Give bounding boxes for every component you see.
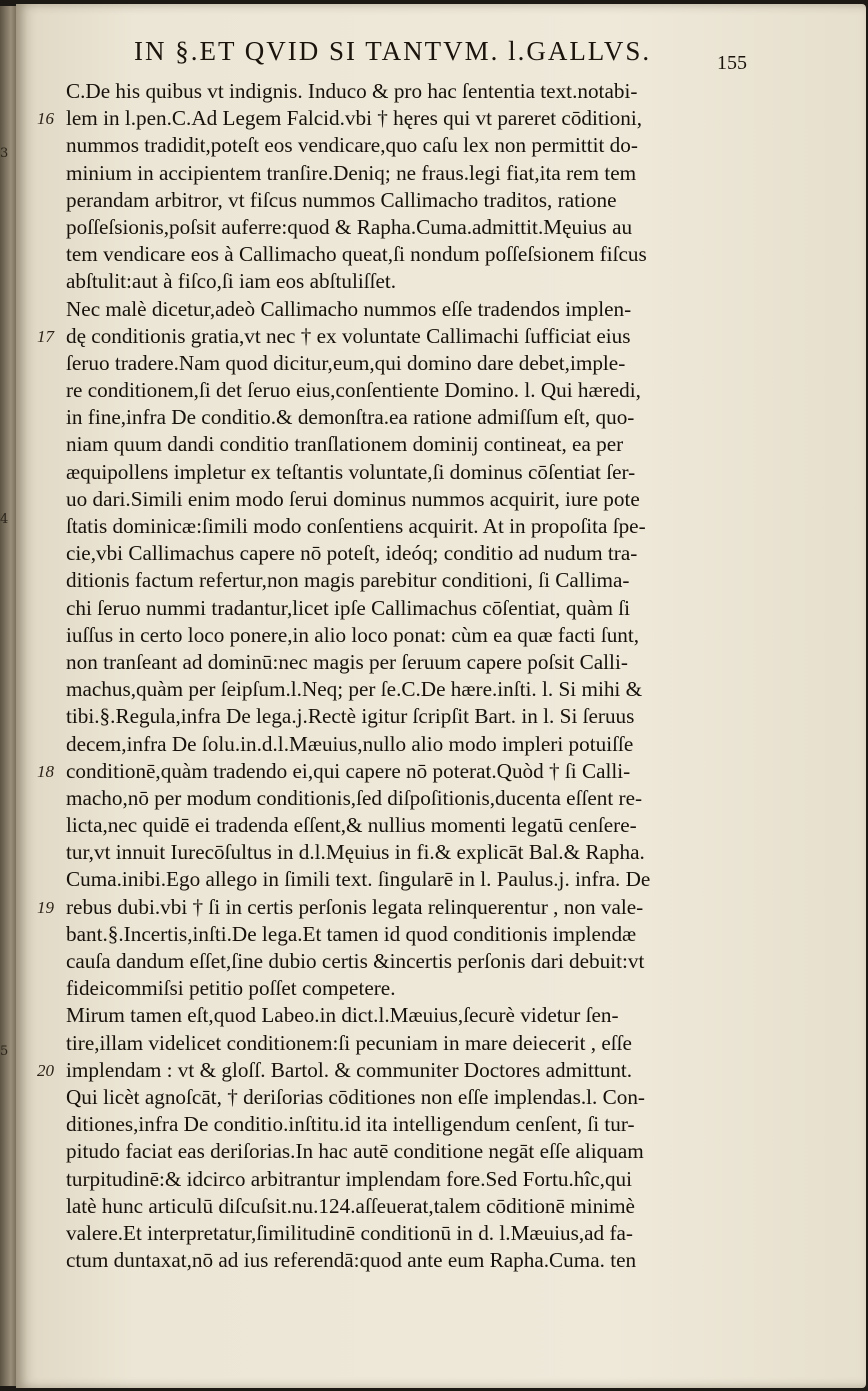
margin-number: 16 bbox=[37, 109, 54, 129]
text-line: ditionis factum refertur,non magis parebitur conditioni, ſi Callima- bbox=[66, 568, 630, 593]
book-page bbox=[16, 4, 866, 1388]
text-line: tur,vt innuit Iurecōſultus in d.l.Męuius in fi.& explicāt Bal.& Rapha. bbox=[66, 840, 645, 865]
text-line: perandam arbitror, vt fiſcus nummos Callimacho traditos, ratione bbox=[66, 187, 617, 212]
text-line: Nec malè dicetur,adeò Callimacho nummos eſſe tradendos implen- bbox=[66, 296, 632, 321]
text-line: pitudo faciat eas deriſorias.In hac autē conditione negāt eſſe aliquam bbox=[66, 1139, 644, 1164]
text-line: dę conditionis gratia,vt nec † ex voluntate Callimachi ſufficiat eius bbox=[66, 323, 631, 348]
text-line: machus,quàm per ſeipſum.l.Neq; per ſe.C.De hære.inſti. l. Si mihi & bbox=[66, 677, 643, 702]
text-line: chi ſeruo nummi tradantur,licet ipſe Callimachus cōſentiat, quàm ſi bbox=[66, 595, 630, 620]
text-line: tem vendicare eos à Callimacho queat,ſi nondum poſſeſsionem fiſcus bbox=[66, 242, 647, 267]
text-line: licta,nec quidē ei tradenda eſſent,& nullius momenti legatū cenſere- bbox=[66, 813, 637, 838]
text-line: Qui licèt agnoſcāt, † deriſorias cōditiones non eſſe implendas.l. Con- bbox=[66, 1084, 645, 1109]
text-line: latè hunc articulū diſcuſsit.nu.124.aſſeuerat,talem cōditionē minimè bbox=[66, 1193, 635, 1218]
text-line: re conditionem,ſi det ſeruo eius,conſentiente Domino. l. Qui hæredi, bbox=[66, 378, 641, 403]
text-line: implendam : vt & gloſſ. Bartol. & communiter Doctores admittunt. bbox=[66, 1057, 633, 1082]
page-number: 155 bbox=[717, 52, 747, 74]
text-line: in fine,infra De conditio.& demonſtra.ea ratione admiſſum eſt, quo- bbox=[66, 405, 635, 430]
text-line: non tranſeant ad dominū:nec magis per ſeruum capere poſsit Calli- bbox=[66, 649, 628, 674]
text-line: lem in l.pen.C.Ad Legem Falcid.vbi † hęres qui vt pareret cōditioni, bbox=[66, 106, 643, 131]
text-line: decem,infra De ſolu.in.d.l.Mæuius,nullo alio modo impleri potuiſſe bbox=[66, 731, 634, 756]
previous-page-fragment: 4 bbox=[0, 512, 9, 527]
previous-page-fragment: 3 bbox=[0, 146, 9, 161]
text-line: rebus dubi.vbi † ſi in certis perſonis legata relinquerentur , non vale- bbox=[66, 894, 644, 919]
text-line: valere.Et interpretatur,ſimilitudinē conditionū in d. l.Mæuius,ad fa- bbox=[66, 1220, 633, 1245]
text-line: cie,vbi Callimachus capere nō poteſt, ideóq; conditio ad nudum tra- bbox=[66, 541, 638, 566]
running-header: IN §.ET QVID SI TANTVM. l.GALLVS. bbox=[134, 36, 652, 66]
text-line: fideicommiſsi petitio poſſet competere. bbox=[66, 976, 396, 1001]
text-line: macho,nō per modum conditionis,ſed diſpoſitionis,ducenta eſſent re- bbox=[66, 785, 643, 810]
previous-page-fragment: 5 bbox=[0, 1044, 9, 1059]
margin-number: 18 bbox=[37, 762, 54, 781]
text-line: poſſeſsionis,poſsit auferre:quod & Rapha.Cuma.admittit.Męuius au bbox=[66, 214, 633, 239]
text-line: ditiones,infra De conditio.inſtitu.id ita intelligendum cenſent, ſi tur- bbox=[66, 1112, 635, 1137]
text-line: æquipollens impletur ex teſtantis voluntate,ſi dominus cōſentiat ſer- bbox=[66, 459, 636, 484]
text-line: abſtulit:aut à fiſco,ſi iam eos abſtuliſſet. bbox=[66, 269, 397, 294]
text-line: uo dari.Simili enim modo ſerui dominus nummos acquirit, iure pote bbox=[66, 486, 640, 511]
margin-number: 19 bbox=[37, 898, 54, 917]
text-line: turpitudinē:& idcirco arbitrantur implendam fore.Sed Fortu.hîc,qui bbox=[66, 1166, 633, 1191]
text-line: ſtatis dominicæ:ſimili modo conſentiens acquirit. At in propoſita ſpe- bbox=[66, 514, 646, 538]
text-line: tibi.§.Regula,infra De lega.j.Rectè igitur ſcripſit Bart. in l. Si ſeruus bbox=[66, 704, 635, 729]
body-text bbox=[66, 78, 726, 1274]
text-line: Cuma.inibi.Ego allego in ſimili text. ſingularē in l. Paulus.j. infra. De bbox=[66, 867, 651, 892]
text-line: nummos tradidit,poteſt eos vendicare,quo caſu lex non permittit do- bbox=[66, 133, 638, 158]
margin-number: 17 bbox=[37, 326, 54, 346]
text-line: Mirum tamen eſt,quod Labeo.in dict.l.Mæuius,ſecurè videtur ſen- bbox=[66, 1003, 619, 1028]
text-line: bant.§.Incertis,inſti.De lega.Et tamen id quod conditionis implendæ bbox=[66, 921, 637, 946]
text-line: niam quum dandi conditio tranſlationem dominij contineat, ea per bbox=[66, 432, 624, 457]
text-line: minium in accipientem tranſire.Deniq; ne fraus.legi fiat,ita rem tem bbox=[66, 160, 637, 185]
text-line: ſeruo tradere.Nam quod dicitur,eum,qui domino dare debet,imple- bbox=[66, 350, 626, 375]
margin-number: 20 bbox=[37, 1061, 54, 1081]
text-line: C.De his quibus vt indignis. Induco & pro hac ſententia text.notabi- bbox=[66, 79, 638, 103]
text-line: cauſa dandum eſſet,ſine dubio certis &incertis perſonis dari debuit:vt bbox=[66, 949, 645, 973]
text-line: iuſſus in certo loco ponere,in alio loco ponat: cùm ea quæ facti ſunt, bbox=[66, 622, 640, 647]
text-line: conditionē,quàm tradendo ei,qui capere nō poterat.Quòd † ſi Calli- bbox=[66, 758, 631, 783]
text-line: ctum duntaxat,nō ad ius referendā:quod ante eum Rapha.Cuma. ten bbox=[66, 1248, 637, 1273]
text-line: tire,illam videlicet conditionem:ſi pecuniam in mare deiecerit , eſſe bbox=[66, 1030, 632, 1055]
